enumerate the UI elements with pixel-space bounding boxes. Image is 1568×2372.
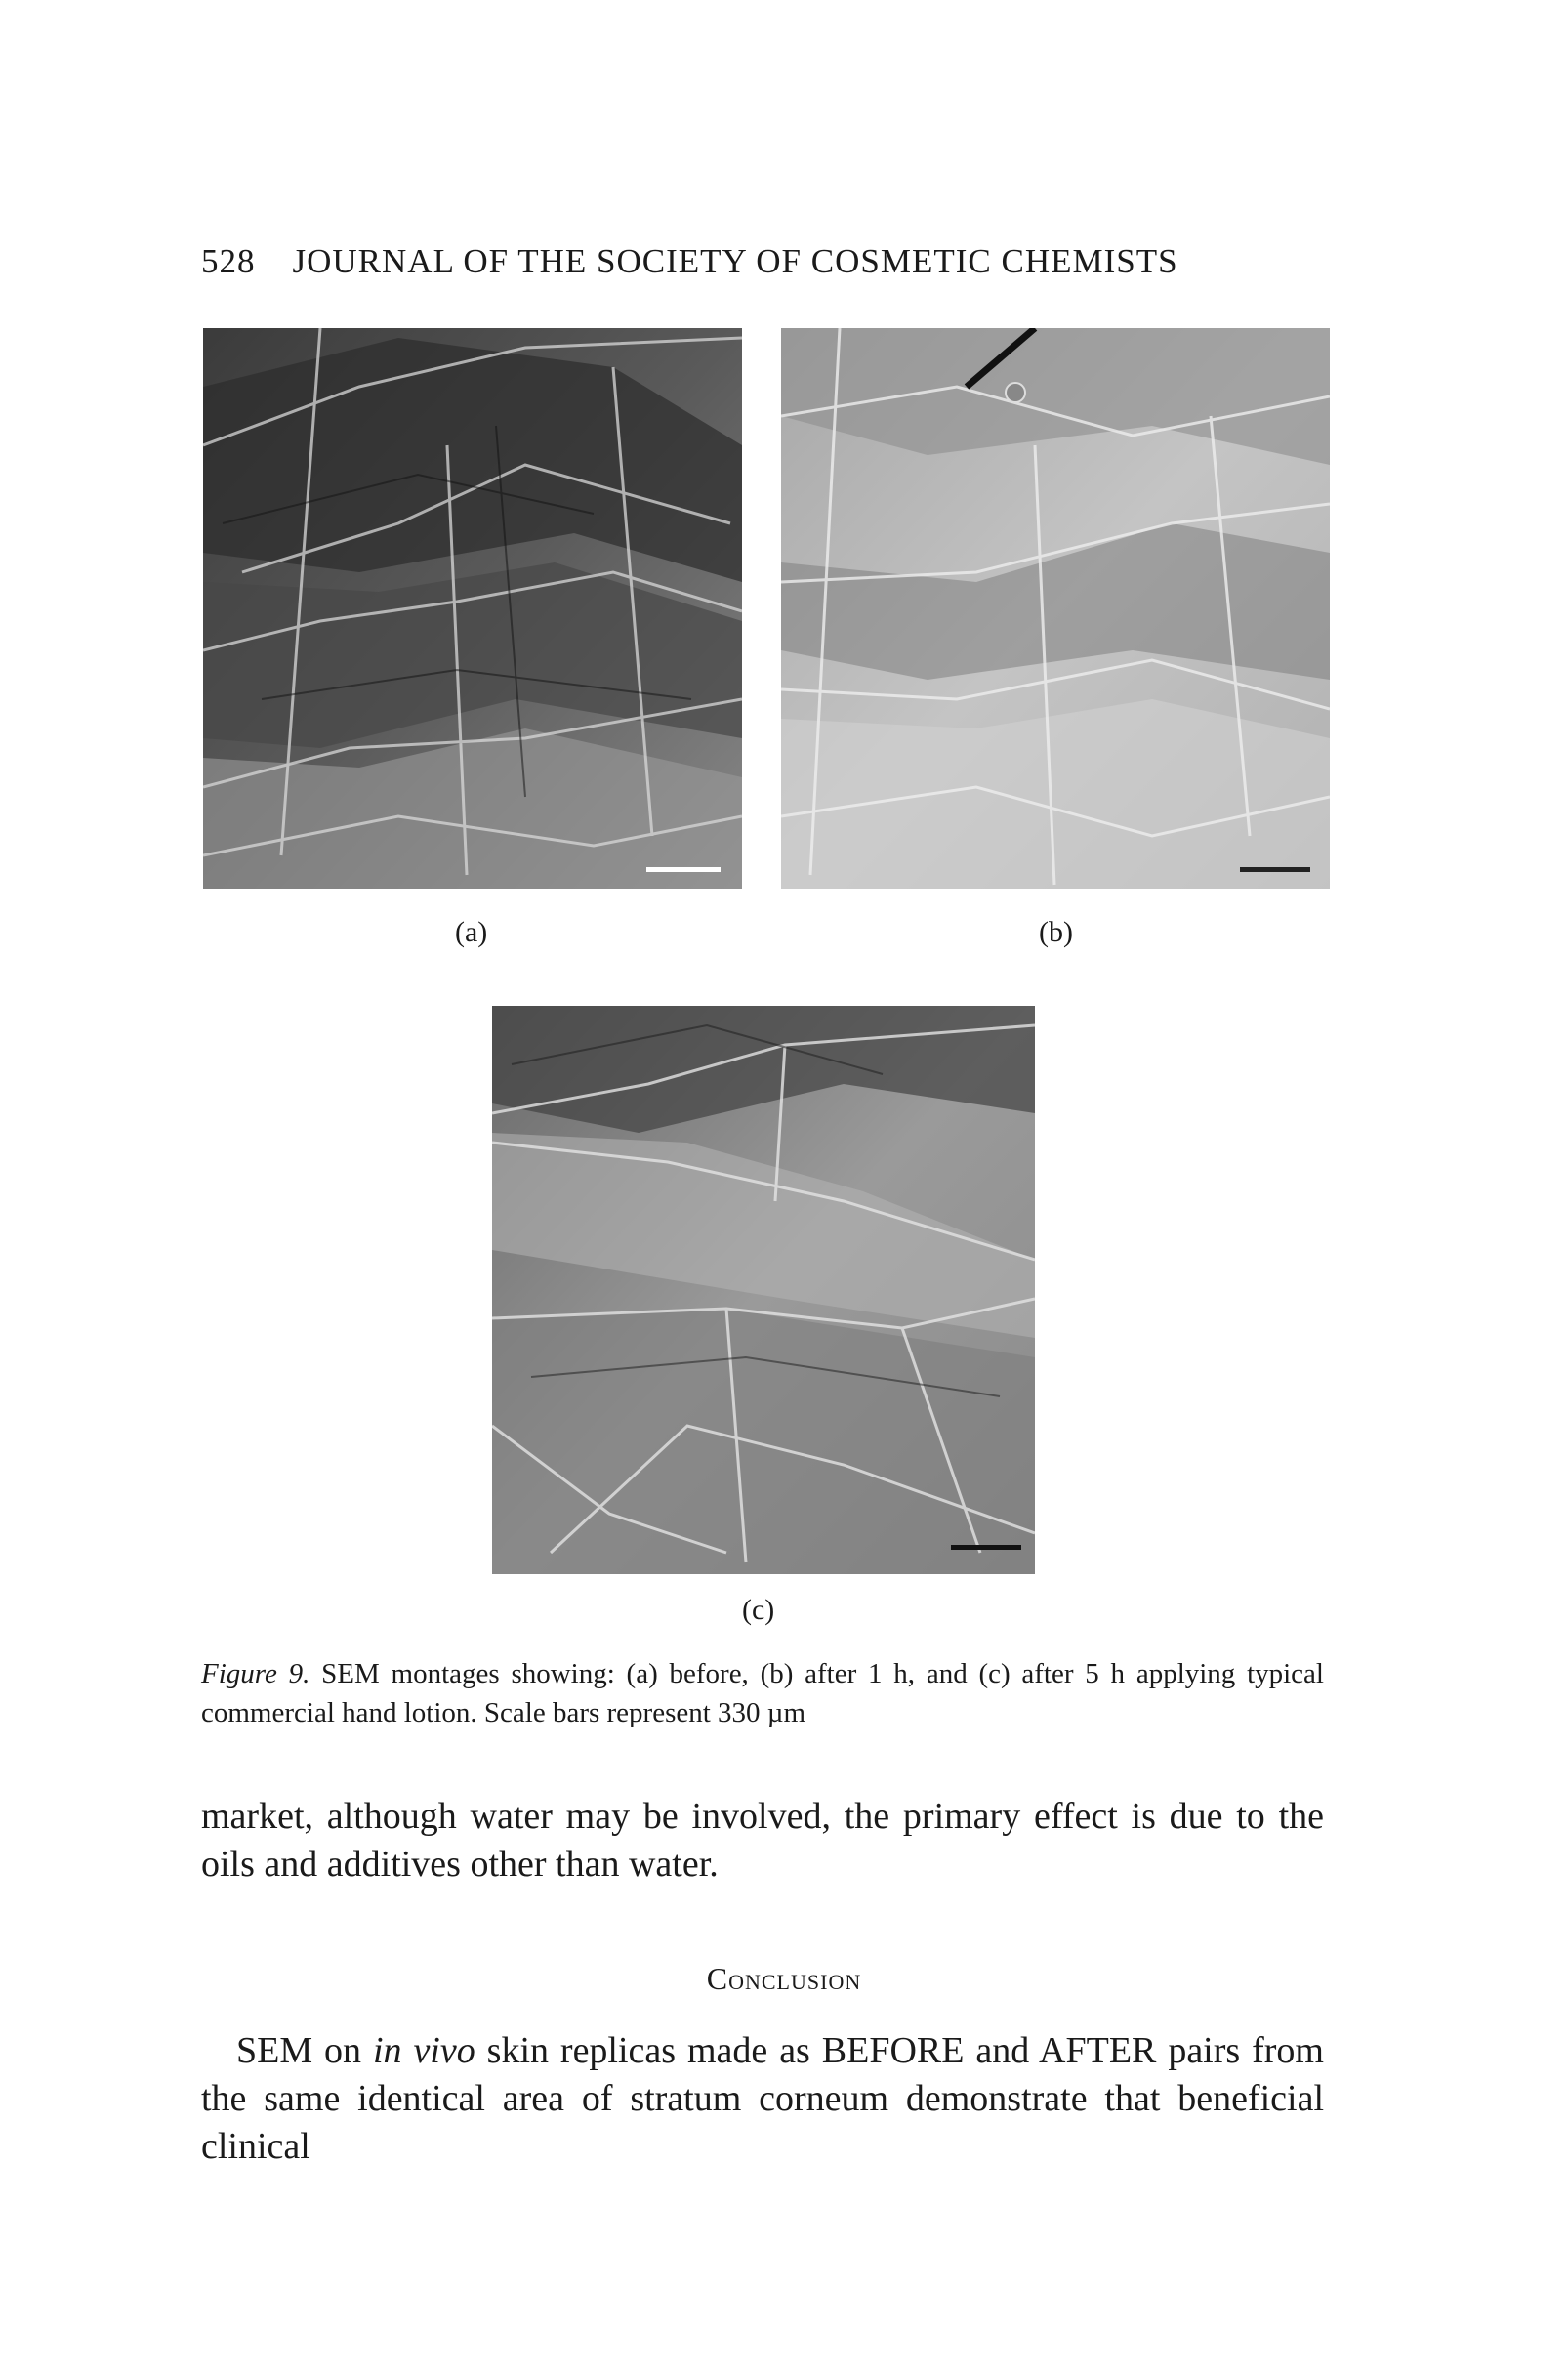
page-number: 528 [201,242,256,280]
panel-label-c: (c) [742,1594,775,1626]
sem-image-c [492,1006,1035,1574]
panel-label-a: (a) [455,916,488,948]
body-paragraph-1: market, although water may be involved, the primary effect is due to the oils and additives other than water. [201,1796,1324,1885]
paragraph-2-italic: in vivo [372,2030,475,2071]
scale-bar-a [646,867,721,872]
scale-bar-b [1240,867,1310,872]
paragraph-2-lead: SEM on [236,2030,373,2071]
figure-caption-label: Figure 9. [201,1658,310,1689]
paragraph-2-rest: skin replicas made as BEFORE and AFTER pairs from the same identical area of stratum corneum demonstrate that beneficial clinical [201,2030,1324,2167]
section-heading-conclusion: Conclusion [706,1961,862,1996]
journal-title: JOURNAL OF THE SOCIETY OF COSMETIC CHEMISTS [292,242,1178,280]
sem-image-b [781,328,1330,889]
figure-caption [201,1654,1324,1732]
body-paragraph-2 [201,2027,1324,2171]
running-header [201,242,1178,281]
scale-bar-c [951,1545,1021,1550]
figure-caption-text: SEM montages showing: (a) before, (b) after 1 h, and (c) after 5 h applying typical commercial hand lotion. Scale bars represent 330 µm [201,1658,1324,1728]
sem-image-a [203,328,742,889]
panel-label-b: (b) [1039,916,1073,948]
